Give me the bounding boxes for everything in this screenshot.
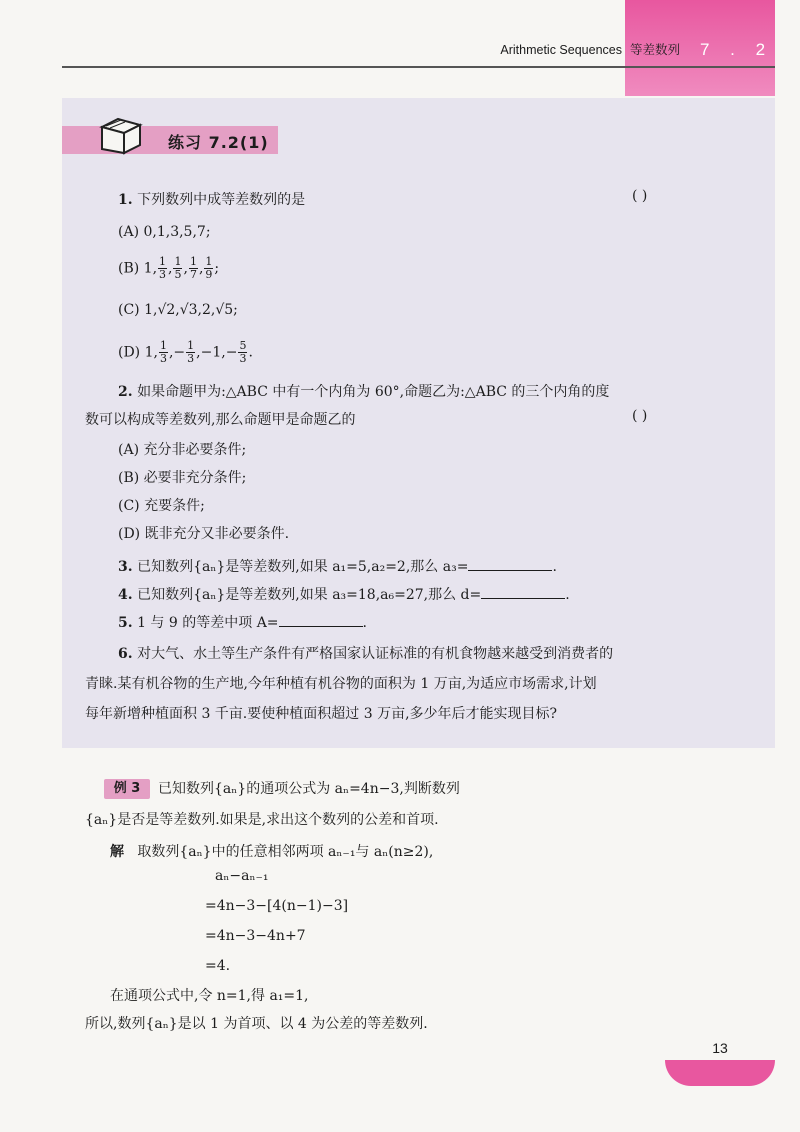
equation-1: aₙ−aₙ₋₁ bbox=[215, 868, 269, 884]
question-5: 5. 1 与 9 的等差中项 A= . bbox=[118, 612, 367, 633]
q2-option-b: (B) 必要非充分条件; bbox=[118, 470, 247, 486]
example-line1: 已知数列{aₙ}的通项公式为 aₙ=4n−3,判断数列 bbox=[158, 781, 460, 797]
fraction: $\frac{1}{3}$ bbox=[187, 339, 195, 365]
practice-title: 练习 7.2(1) bbox=[168, 133, 269, 152]
header-title-cn: 等差数列 bbox=[629, 43, 680, 57]
header-rule bbox=[62, 66, 775, 68]
fraction: $\frac{1}{9}$ bbox=[205, 255, 213, 281]
solution-line1: 解 取数列{aₙ}中的任意相邻两项 aₙ₋₁与 aₙ(n≥2), bbox=[110, 844, 434, 860]
equation-3: =4n−3−4n+7 bbox=[205, 928, 306, 944]
q4-answer-blank[interactable] bbox=[481, 584, 565, 599]
example-badge: 例 3 bbox=[104, 779, 150, 799]
q2-option-a: (A) 充分非必要条件; bbox=[118, 442, 247, 458]
section-number: 7 . 2 bbox=[700, 40, 774, 59]
q2-option-d: (D) 既非充分又非必要条件. bbox=[118, 526, 290, 542]
conclusion-line1: 在通项公式中,令 n=1,得 a₁=1, bbox=[110, 988, 309, 1004]
question-6-line3: 每年新增种植面积 3 千亩.要使种植面积超过 3 万亩,多少年后才能实现目标? bbox=[85, 706, 558, 722]
q2-option-c: (C) 充要条件; bbox=[118, 498, 205, 514]
equation-2: =4n−3−[4(n−1)−3] bbox=[205, 898, 349, 914]
question-6-line2: 青睐.某有机谷物的生产地,今年种植有机谷物的面积为 1 万亩,为适应市场需求,计划 bbox=[85, 676, 597, 692]
example-line2: {aₙ}是否是等差数列.如果是,求出这个数列的公差和首项. bbox=[85, 812, 439, 828]
q1-option-d: (D) 1, $\frac{1}{3}$ ,− $\frac{1}{3}$ ,−1,− $\frac{5}{3}$ . bbox=[118, 339, 253, 365]
question-2-line2: 数可以构成等差数列,那么命题甲是命题乙的 bbox=[85, 412, 356, 428]
fraction: $\frac{1}{5}$ bbox=[174, 255, 182, 281]
conclusion-line2: 所以,数列{aₙ}是以 1 为首项、以 4 为公差的等差数列. bbox=[85, 1016, 428, 1032]
running-header bbox=[480, 40, 680, 58]
header-title-en: Arithmetic Sequences bbox=[500, 43, 622, 57]
question-3: 3. 已知数列{aₙ}是等差数列,如果 a₁=5,a₂=2,那么 a₃= . bbox=[118, 556, 557, 577]
page-number: 13 bbox=[712, 1040, 728, 1056]
question-1: 1. 下列数列中成等差数列的是 bbox=[118, 192, 306, 208]
q1-option-b: (B) 1, $\frac{1}{3}$ , $\frac{1}{5}$ , $\frac{1}{7}$ , $\frac{1}{9}$ ; bbox=[118, 255, 220, 281]
q3-answer-blank[interactable] bbox=[468, 556, 552, 571]
book-icon bbox=[98, 113, 144, 155]
equation-4: =4. bbox=[205, 958, 231, 974]
question-2-line1: 2. 如果命题甲为:△ABC 中有一个内角为 60°,命题乙为:△ABC 的三个内角的度 bbox=[118, 384, 610, 400]
q1-answer-paren: ( ) bbox=[632, 188, 648, 204]
fraction: $\frac{1}{3}$ bbox=[159, 255, 167, 281]
q5-answer-blank[interactable] bbox=[279, 612, 363, 627]
q1-option-c: (C) 1,√2,√3,2,√5; bbox=[118, 302, 238, 318]
q2-answer-paren: ( ) bbox=[632, 408, 648, 424]
question-4: 4. 已知数列{aₙ}是等差数列,如果 a₃=18,a₆=27,那么 d= . bbox=[118, 584, 570, 605]
q1-option-a: (A) 0,1,3,5,7; bbox=[118, 224, 211, 240]
fraction: $\frac{1}{7}$ bbox=[189, 255, 197, 281]
question-6-line1: 6. 对大气、水土等生产条件有严格国家认证标准的有机食物越来越受到消费者的 bbox=[118, 646, 614, 662]
fraction: $\frac{5}{3}$ bbox=[239, 339, 247, 365]
page-tab bbox=[665, 1060, 775, 1086]
solution-label: 解 bbox=[110, 844, 124, 860]
fraction: $\frac{1}{3}$ bbox=[159, 339, 167, 365]
